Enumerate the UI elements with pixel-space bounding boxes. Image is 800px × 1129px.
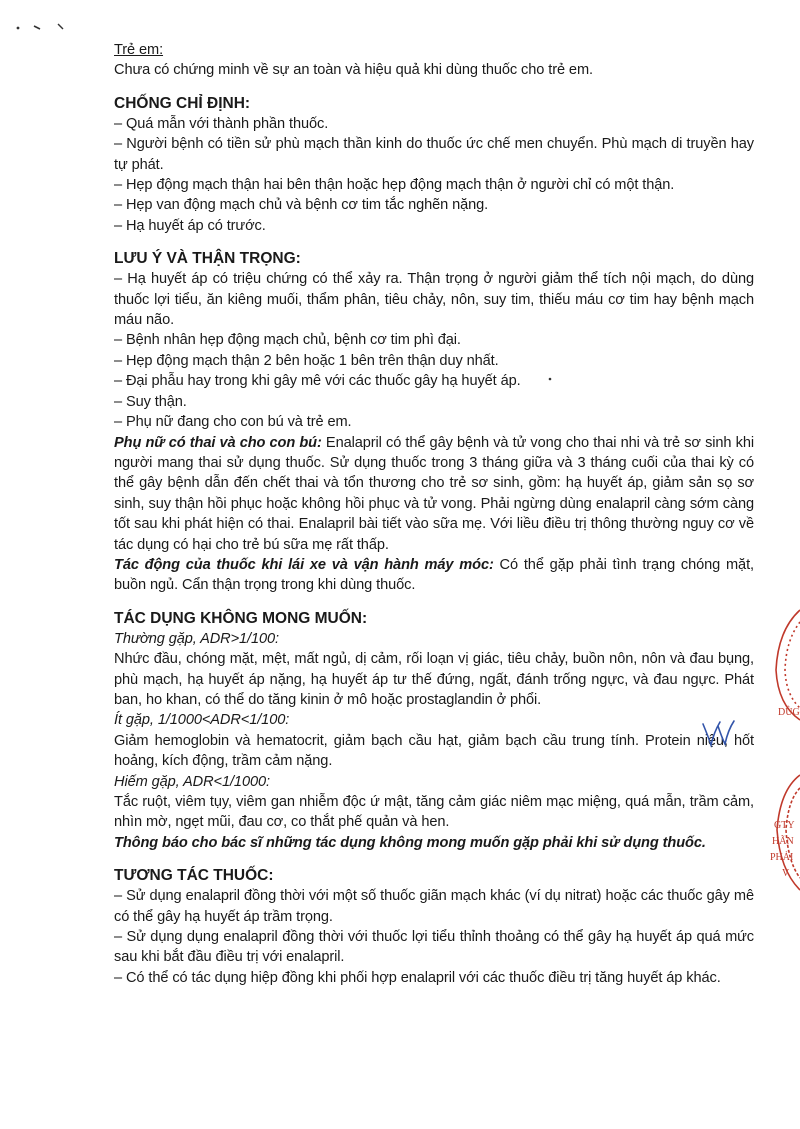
stamp-fragment: V xyxy=(782,868,790,879)
pen-dot-mark xyxy=(547,376,553,382)
adverse-notice: Thông báo cho bác sĩ những tác dụng không mong muốn gặp phải khi sử dụng thuốc. xyxy=(114,834,706,851)
pregnancy-text: Enalapril có thể gây bệnh và tử vong cho thai nhi và trẻ sơ sinh khi người mang thai sử dụng thuốc. Sử dụng thuốc trong 3 tháng giữa và 3 tháng cuối của thai kỳ có thể gây bệnh dẫn đến chết thai và tổn thương cho trẻ sơ sinh, gồm: hạ huyết áp, giảm sản sọ sơ sinh, suy thận hồi phục hoặc không hồi phục và tử vong. Phải ngừng dùng enalapril càng sớm càng tốt sau khi phát hiện có thai. Enalapril bài tiết vào sữa mẹ. Với liều điều trị thông thường nguy cơ về tác dụng có hại cho trẻ bú sữa mẹ rất thấp. xyxy=(114,434,754,553)
contraindication-item: – Hạ huyết áp có trước. xyxy=(114,217,266,234)
interaction-item: – Sử dụng enalapril đồng thời với một số thuốc giãn mạch khác (ví dụ nitrat) hoặc các thuốc gây mê có thể gây hạ huyết áp trầm trọng. xyxy=(114,888,754,925)
interaction-item: – Có thể có tác dụng hiệp đồng khi phối hợp enalapril với các thuốc điều trị tăng huyết áp khác. xyxy=(114,969,721,986)
pregnancy-label: Phụ nữ có thai và cho con bú: xyxy=(114,434,322,451)
stamp-fragment: PHẢI xyxy=(770,852,794,863)
precautions-heading: LƯU Ý VÀ THẬN TRỌNG: xyxy=(114,250,301,268)
interaction-item: – Sử dụng dụng enalapril đồng thời với thuốc lợi tiểu thỉnh thoảng có thể gây hạ huyết áp quá mức sau khi bắt đầu điều trị với enalapril. xyxy=(114,929,754,966)
contraindication-item: – Quá mẫn với thành phần thuốc. xyxy=(114,115,329,132)
interactions-heading: TƯƠNG TÁC THUỐC: xyxy=(114,867,274,885)
adverse-common-text: Nhức đầu, chóng mặt, mệt, mất ngủ, dị cảm, rối loạn vị giác, tiêu chảy, buồn nôn, nôn và đau bụng, phù mạch, hạ huyết áp nặng, hạ huyết áp tư thế đứng, ngất, đánh trống ngực, và đau ngực. Phát ban, ho khan, có thể do tăng kinin ở mô hoặc prostaglandin ở phổi. xyxy=(114,651,754,708)
driving-text: Có thể gặp phải tình trạng chóng mặt, buồn ngủ. Cẩn thận trọng trong khi dùng thuốc. xyxy=(114,556,754,594)
contraindication-item: – Hẹp van động mạch chủ và bệnh cơ tim tắc nghẽn nặng. xyxy=(114,197,489,214)
precaution-item: – Hẹp động mạch thận 2 bên hoặc 1 bên trên thận duy nhất. xyxy=(114,352,499,369)
stamp-fragment: GTY xyxy=(774,820,795,831)
adverse-heading: TÁC DỤNG KHÔNG MONG MUỐN: xyxy=(114,609,368,627)
contraindication-item: – Hẹp động mạch thận hai bên thận hoặc hẹp động mạch thận ở người chỉ có một thận. xyxy=(114,177,675,194)
precaution-item: – Suy thận. xyxy=(114,393,187,410)
adverse-rare-text: Tắc ruột, viêm tụy, viêm gan nhiễm độc ứ mật, tăng cảm giác niêm mạc miệng, quá mẫn, trầm cảm, nhìn mờ, ngẹt mũi, đau cơ, co thắt phế quản và hen. xyxy=(114,794,754,831)
precaution-item: – Hạ huyết áp có triệu chứng có thể xảy ra. Thận trọng ở người giảm thể tích nội mạch, do dùng thuốc lợi tiểu, ăn kiêng muối, thẩm phân, tiêu chảy, nôn, suy tim, thiếu máu cơ tim hay bệnh mạch máu não. xyxy=(114,271,754,329)
driving-paragraph xyxy=(114,555,754,596)
adverse-common-label: Thường gặp, ADR>1/100: xyxy=(114,630,280,647)
precaution-item: – Bệnh nhân hẹp động mạch chủ, bệnh cơ tim phì đại. xyxy=(114,332,461,349)
scan-marks xyxy=(14,18,74,32)
stamp-fragment: HÃN xyxy=(772,836,794,847)
children-title: Trẻ em: xyxy=(114,42,164,58)
handwritten-check-icon xyxy=(700,718,736,748)
adverse-rare-label: Hiếm gặp, ADR<1/1000: xyxy=(114,773,270,790)
adverse-uncommon-text: Giảm hemoglobin và hematocrit, giảm bạch cầu hạt, giảm bạch cầu trung tính. Protein niệu, hốt hoảng, kích động, trầm cảm nặng. xyxy=(114,732,754,770)
precaution-item: – Phụ nữ đang cho con bú và trẻ em. xyxy=(114,414,352,431)
company-stamp-icon xyxy=(760,600,800,900)
children-text: Chưa có chứng minh về sự an toàn và hiệu quả khi dùng thuốc cho trẻ em. xyxy=(114,62,593,79)
pregnancy-paragraph xyxy=(114,433,754,555)
stamp-fragment: DÙG xyxy=(778,707,800,718)
contraindication-item: – Người bệnh có tiền sử phù mạch thần kinh do thuốc ức chế men chuyển. Phù mạch di truyền hay tự phát. xyxy=(114,136,754,173)
precaution-item: – Đại phẫu hay trong khi gây mê với các thuốc gây hạ huyết áp. xyxy=(114,373,521,390)
driving-label: Tác động của thuốc khi lái xe và vận hành máy móc: xyxy=(114,556,494,573)
adverse-uncommon-label: Ít gặp, 1/1000<ADR<1/100: xyxy=(114,712,290,729)
document-page xyxy=(114,40,754,988)
contraindications-heading: CHỐNG CHỈ ĐỊNH: xyxy=(114,94,251,112)
